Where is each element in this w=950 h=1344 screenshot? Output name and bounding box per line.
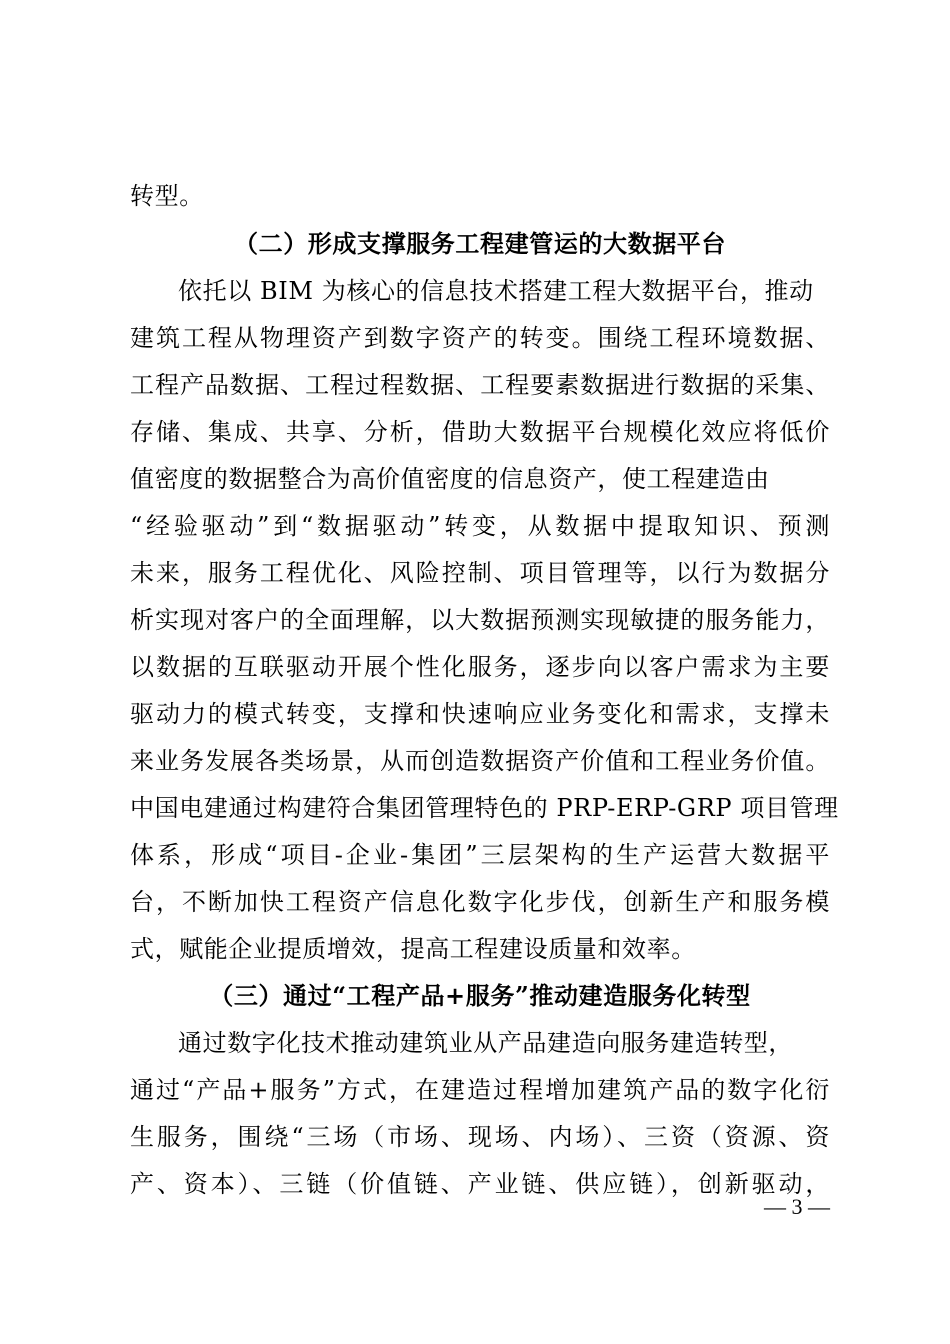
text-line: 驱动力的模式转变，支撑和快速响应业务变化和需求，支撑未 (130, 700, 830, 728)
text-line: 值密度的数据整合为高价值密度的信息资产，使工程建造由 (130, 465, 770, 493)
text-line: 依托以 BIM 为核心的信息技术搭建工程大数据平台，推动 (178, 277, 814, 305)
section-heading-2: （二）形成支撑服务工程建管运的大数据平台 (234, 229, 726, 258)
text-line: 产、资本）、三链（价值链、产业链、供应链），创新驱动， (130, 1170, 830, 1198)
text-line: 中国电建通过构建符合集团管理特色的 PRP-ERP-GRP 项目管理 (130, 794, 839, 822)
text-line: 析实现对客户的全面理解，以大数据预测实现敏捷的服务能力， (130, 606, 830, 634)
text-line: 未来，服务工程优化、风险控制、项目管理等，以行为数据分 (130, 559, 830, 587)
text-line: 通过数字化技术推动建筑业从产品建造向服务建造转型， (178, 1029, 793, 1057)
section-heading-3: （三）通过“工程产品+服务”推动建造服务化转型 (209, 981, 751, 1010)
text-line: “经验驱动”到“数据驱动”转变，从数据中提取知识、预测 (130, 512, 830, 540)
text-line: 式，赋能企业提质增效，提高工程建设质量和效率。 (130, 935, 696, 963)
text-line: 台，不断加快工程资产信息化数字化步伐，创新生产和服务模 (130, 888, 830, 916)
text-line: 通过“产品+服务”方式，在建造过程增加建筑产品的数字化衍 (130, 1076, 830, 1104)
text-line: 生服务，围绕“三场（市场、现场、内场）、三资（资源、资 (130, 1123, 830, 1151)
text-line: 存储、集成、共享、分析，借助大数据平台规模化效应将低价 (130, 418, 830, 446)
text-line: 以数据的互联驱动开展个性化服务，逐步向以客户需求为主要 (130, 653, 830, 681)
text-line: 建筑工程从物理资产到数字资产的转变。围绕工程环境数据、 (130, 324, 830, 352)
page-number: — 3 — (764, 1194, 830, 1219)
text-line: 工程产品数据、工程过程数据、工程要素数据进行数据的采集、 (130, 371, 830, 399)
text-line: 体系，形成“项目-企业-集团”三层架构的生产运营大数据平 (130, 841, 830, 869)
text-line: 来业务发展各类场景，从而创造数据资产价值和工程业务价值。 (130, 747, 830, 775)
text-line: 转型。 (130, 182, 204, 210)
